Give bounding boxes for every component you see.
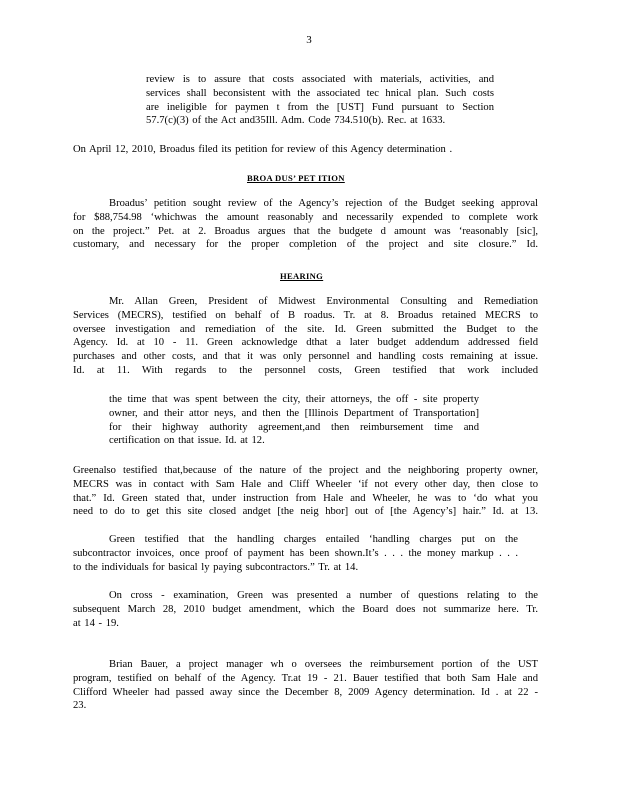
text-line: Mr. Allan Green, President of Midwest Environmental Consulting and Remediation: [109, 296, 538, 307]
text-line: Green testified that the handling charges entailed ‘handling charges put on the: [109, 534, 518, 545]
text-line: Greenalso testified that,because of the nature of the project and the neighboring property owner,: [73, 465, 538, 476]
section-heading-hearing: HEARING: [280, 271, 324, 281]
block-quote-review: [146, 73, 494, 128]
text-line: are ineligible for paymen t from the [UST] Fund pursuant to Section: [146, 101, 494, 113]
text-line: program, testified on behalf of the Agency. Tr.at 19 - 21. Bauer testified that both Sam Hale and: [73, 672, 538, 684]
block-quote-personnel: [109, 393, 479, 448]
text-line: to the individuals for basical ly paying subcontractors.” Tr. at 14.: [73, 561, 359, 573]
text-line: On cross - examination, Green was presented a number of questions relating to the: [109, 590, 538, 601]
text-line: for $88,754.98 ‘whichwas the amount reasonably and necessarily expended to complete work: [73, 211, 538, 223]
text-line: oversee investigation and remediation of the site. Id. Green submitted the Budget to the: [73, 323, 538, 335]
paragraph-cross-examination: [73, 589, 538, 630]
text-line: subcontractor invoices, once proof of payment has been shown.It’s . . . the money markup . . .: [73, 547, 518, 559]
text-line: need to do to get this site closed andget [the neig hbor] out of [the Agency’s] hair.” Id. at 13.: [73, 506, 538, 518]
paragraph-petition-filed: [73, 143, 503, 157]
text-line: Clifford Wheeler had passed away since the December 8, 2009 Agency determination. Id . at 22 -: [73, 686, 538, 698]
text-line: Id. at 11. With regards to the personnel costs, Green testified that work included: [73, 364, 538, 376]
paragraph-petition: [73, 197, 538, 252]
text-line: On April 12, 2010, Broadus filed its petition for review of this Agency determination .: [73, 144, 453, 155]
text-line: owner, and their attor neys, and then the [Illinois Department of Transportation]: [109, 407, 479, 419]
text-line: subsequent March 28, 2010 budget amendment, which the Board does not summarize here. Tr.: [73, 603, 538, 615]
text-line: the time that was spent between the city, their attorneys, the off - site property: [109, 394, 479, 405]
text-line: at 14 - 19.: [73, 617, 119, 629]
text-line: Brian Bauer, a project manager wh o oversees the reimbursement portion of the UST: [109, 659, 538, 670]
page-number: 3: [306, 34, 312, 46]
text-line: Broadus’ petition sought review of the Agency’s rejection of the Budget seeking approval: [109, 198, 538, 209]
text-line: Services (MECRS), testified on behalf of B roadus. Tr. at 8. Broadus retained MECRS to: [73, 309, 538, 321]
text-line: customary, and necessary for the proper completion of the project and site closure.” Id.: [73, 239, 538, 251]
text-line: 23.: [73, 700, 87, 712]
paragraph-handling-charges: [73, 533, 518, 574]
text-line: certification on that issue. Id. at 12.: [109, 435, 265, 447]
text-line: services shall beconsistent with the associated tec hnical plan. Such costs: [146, 87, 494, 99]
text-line: that.” Id. Green stated that, under instruction from Hale and Wheeler, he was to ‘do what you: [73, 492, 538, 504]
text-line: review is to assure that costs associated with materials, activities, and: [146, 74, 494, 85]
text-line: Agency. Id. at 10 - 11. Green acknowledge dthat a later budget addendum addressed field: [73, 337, 538, 349]
paragraph-hearing-green: [73, 295, 538, 378]
text-line: on the project.” Pet. at 2. Broadus argues that the budgete d amount was ‘reasonably [sic],: [73, 225, 538, 237]
text-line: for their highway authority agreement,and then reimbursement time and: [109, 421, 479, 433]
paragraph-green-also: [73, 464, 538, 519]
text-line: MECRS was in contact with Sam Hale and Cliff Wheeler ‘if not every other day, then close to: [73, 478, 538, 490]
text-line: 57.7(c)(3) of the Act and35Ill. Adm. Code 734.510(b). Rec. at 1633.: [146, 115, 446, 127]
section-heading-petition: BROA DUS’ PET ITION: [247, 173, 345, 183]
text-line: purchases and other costs, and that it was only personnel and handling costs remaining at issue.: [73, 351, 538, 363]
paragraph-bauer: [73, 658, 538, 713]
